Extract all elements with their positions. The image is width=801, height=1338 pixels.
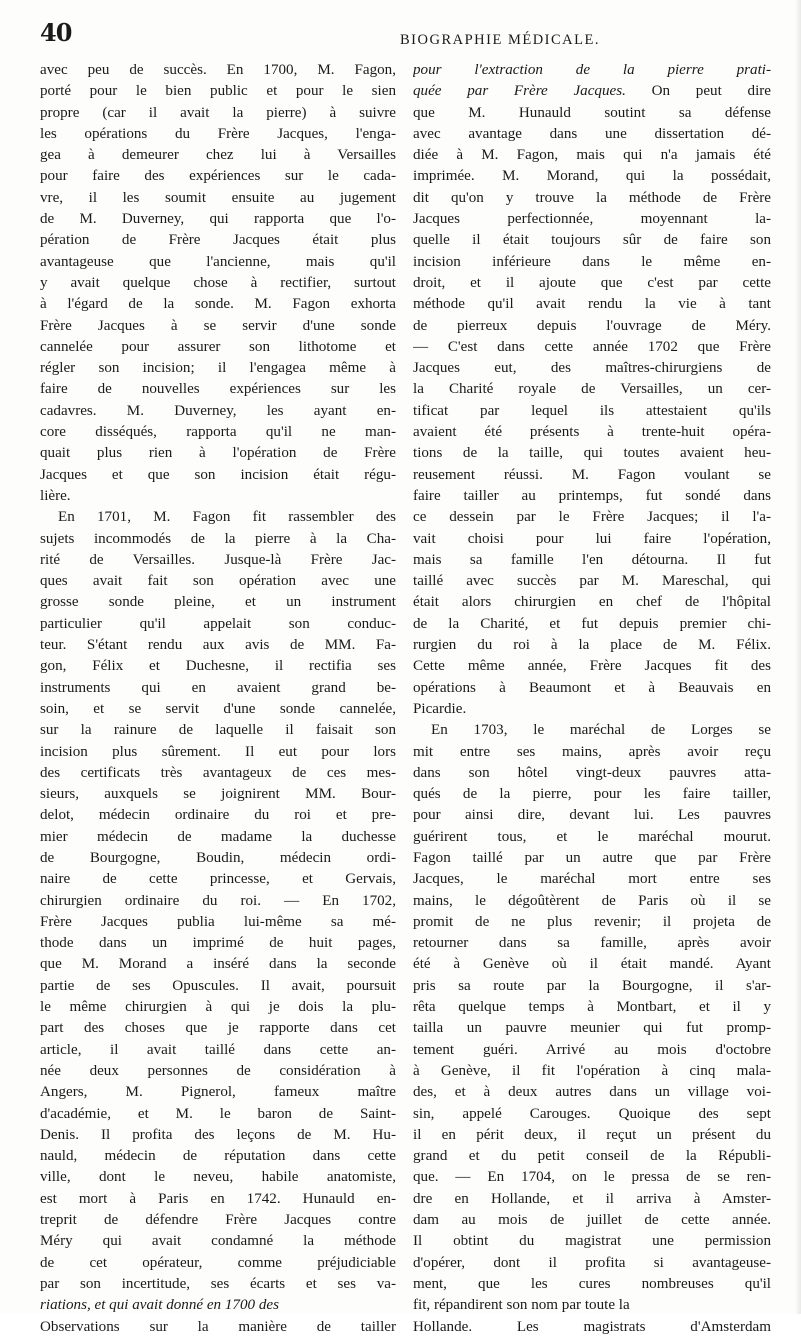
text-line: Il obtint du magistrat une permission xyxy=(413,1233,771,1250)
text-line: reusement réussi. M. Fagon voulant se xyxy=(413,466,771,483)
text-line: que M. Hunauld soutint sa défense xyxy=(413,104,771,121)
text-line: Frère Jacques à se servir d'une sonde xyxy=(40,317,396,334)
text-line: opérations à Beaumont et à Beauvais en xyxy=(413,679,771,696)
text-line: tailla un pauvre meunier qui fut promp- xyxy=(413,1020,771,1037)
text-line: taillé avec succès par M. Mareschal, qui xyxy=(413,573,771,590)
text-line: grosse sonde pleine, et un instrument xyxy=(40,594,396,611)
text-line: ques avait fait son opération avec une xyxy=(40,573,396,590)
text-line: vait choisi pour lui faire l'opération, xyxy=(413,530,771,547)
text-line: gea à demeurer chez lui à Versailles xyxy=(40,147,396,164)
text-line: avec peu de succès. En 1700, M. Fagon, xyxy=(40,62,396,78)
text-line: dit qu'on y trouve la méthode de Frère xyxy=(413,189,771,206)
text-line: quelle il était toujours sûr de faire son xyxy=(413,232,771,249)
text-line: pour l'extraction de la pierre prati- xyxy=(413,62,771,78)
text-line: Jacques, le maréchal mort entre ses xyxy=(413,871,771,888)
text-line: retourner dans sa famille, après avoir xyxy=(413,935,771,952)
page-header xyxy=(40,18,780,58)
text-line: il en périt deux, il reçut un présent du xyxy=(413,1126,771,1143)
text-line: à l'égard de la sonde. M. Fagon exhorta xyxy=(40,296,396,313)
text-line: y avait quelque chose à rectifier, surtout xyxy=(40,274,396,291)
text-line: d'opérer, dont il profita si avantageuse- xyxy=(413,1254,771,1271)
text-line: Hollande. Les magistrats d'Amsterdam xyxy=(413,1318,771,1335)
text-line: mit entre ses mains, après avoir reçu xyxy=(413,743,771,760)
text-line: avantageuse que l'ancienne, mais qu'il xyxy=(40,253,396,270)
text-line: Jacques eut, des maîtres-chirurgiens de xyxy=(413,360,771,377)
text-line: ment, que les cures nombreuses qu'il xyxy=(413,1275,771,1292)
text-line: droit, et il ajoute que c'est par cette xyxy=(413,274,771,291)
text-line: grand et du petit conseil de la Républi- xyxy=(413,1148,771,1165)
text-line: de pierreux depuis l'ouvrage de Méry. xyxy=(413,317,771,334)
text-line: propre (car il avait la pierre) à suivre xyxy=(40,104,396,121)
text-line: à Genève, il fit l'opération à cinq mala- xyxy=(413,1062,771,1079)
text-line: rêta quelque temps à Montbart, et il y xyxy=(413,999,771,1016)
page-edge-shadow xyxy=(795,0,801,1314)
text-line: quait plus rien à l'opération de Frère xyxy=(40,445,396,462)
text-line: pour faire des expériences sur le cada- xyxy=(40,168,396,185)
text-line: particulier qu'il appelait son conduc- xyxy=(40,615,396,632)
text-line: Fagon taillé par un autre que par Frère xyxy=(413,849,771,866)
right-column xyxy=(413,60,771,1338)
text-line: sieurs, auxquels se joignirent MM. Bour- xyxy=(40,786,396,803)
page-number: 40 xyxy=(40,18,72,47)
text-line: de la Charité, et fut depuis premier chi- xyxy=(413,615,771,632)
text-line: Jacques et que son incision était régu- xyxy=(40,466,396,483)
text-line: vre, il les soumit ensuite au jugement xyxy=(40,189,396,206)
text-line: Picardie. xyxy=(413,700,467,717)
left-column xyxy=(40,60,396,1338)
text-line: tificat par lequel ils attestaient qu'ils xyxy=(413,402,771,419)
text-line: imprimée. M. Morand, qui la possédait, xyxy=(413,168,771,185)
text-line: teur. S'étant rendu aux avis de MM. Fa- xyxy=(40,637,396,654)
text-line: des, et à deux autres dans un village voi- xyxy=(413,1084,771,1101)
text-line: mais sa famille l'en détourna. Il fut xyxy=(413,551,771,568)
text-line: incision plus sûrement. Il eut pour lors xyxy=(40,743,396,760)
text-line: cadavres. M. Duverney, les ayant en- xyxy=(40,402,396,419)
text-line: été à Genève où il était mandé. Ayant xyxy=(413,956,771,973)
text-line: sujets incommodés de la pierre à la Cha- xyxy=(40,530,396,547)
text-line: que. — En 1704, on le pressa de se ren- xyxy=(413,1169,771,1186)
text-line: ville, dont le neveu, habile anatomiste, xyxy=(40,1169,396,1186)
text-line: dre en Hollande, et il arriva à Amster- xyxy=(413,1190,771,1207)
text-line: tement guéri. Arrivé au mois d'octobre xyxy=(413,1041,771,1058)
text-line: pris sa route par la Bourgogne, il s'ar- xyxy=(413,977,771,994)
text-line: de M. Duverney, qui rapporta que l'o- xyxy=(40,211,396,228)
text-line: qués de la pierre, pour les faire tailler, xyxy=(413,786,771,803)
text-line: En 1701, M. Fagon fit rassembler des xyxy=(58,509,396,526)
text-line: thode dans un imprimé de huit pages, xyxy=(40,935,396,952)
text-line: Cette même année, Frère Jacques fit des xyxy=(413,658,771,675)
text-line: Denis. Il profita des leçons de M. Hu- xyxy=(40,1126,396,1143)
text-line: En 1703, le maréchal de Lorges se xyxy=(431,722,771,739)
text-line: incision inférieure dans le même en- xyxy=(413,253,771,270)
text-line: instruments qui en avaient grand be- xyxy=(40,679,396,696)
text-line: d'académie, et M. le baron de Saint- xyxy=(40,1105,396,1122)
text-line: dam au mois de juillet de cette année. xyxy=(413,1212,771,1229)
text-line: core disséqués, rapporta qu'il ne man- xyxy=(40,424,396,441)
text-line: fit, répandirent son nom par toute la xyxy=(413,1297,630,1314)
text-line: faire de nouvelles expériences sur les xyxy=(40,381,396,398)
text-line: mier médecin de madame la duchesse xyxy=(40,828,396,845)
text-line: avaient été présents à trente-huit opéra- xyxy=(413,424,771,441)
text-line: lière. xyxy=(40,487,71,504)
text-line: porté pour le bien public et pour le sien xyxy=(40,83,396,100)
text-line: gon, Félix et Duchesne, il rectifia ses xyxy=(40,658,396,675)
text-line: delot, médecin ordinaire du roi et pre- xyxy=(40,807,396,824)
text-line: guérirent tous, et le maréchal mourut. xyxy=(413,828,771,845)
text-line: ce dessein par le Frère Jacques; il l'a- xyxy=(413,509,771,526)
text-line: la Charité royale de Versailles, un cer- xyxy=(413,381,771,398)
text-line: cannelée pour assurer son lithotome et xyxy=(40,338,396,355)
running-head: BIOGRAPHIE MÉDICALE. xyxy=(400,32,600,48)
text-line: que M. Morand a inséré dans la seconde xyxy=(40,956,396,973)
text-line: par son incertitude, ses écarts et ses va- xyxy=(40,1275,396,1292)
text-line: — C'est dans cette année 1702 que Frère xyxy=(413,338,771,355)
text-line: partie de ses Opuscules. Il avait, poursuit xyxy=(40,977,396,994)
text-line: promit de ne plus revenir; il projeta de xyxy=(413,913,771,930)
text-line: tions de la taille, qui toutes avaient heu- xyxy=(413,445,771,462)
text-line: Frère Jacques publia lui-même sa mé- xyxy=(40,913,396,930)
text-line: Observations sur la manière de tailler xyxy=(40,1318,396,1335)
text-line: faire tailler au printemps, fut sondé dans xyxy=(413,487,771,504)
text-line: diée à M. Fagon, mais qui n'a jamais été xyxy=(413,147,771,164)
text-line: article, il avait taillé dans cette an- xyxy=(40,1041,396,1058)
text-line: des certificats très avantageux de ces mes- xyxy=(40,764,396,781)
text-line: était alors chirurgien en chef de l'hôpital xyxy=(413,594,771,611)
text-line: quée par Frère Jacques. On peut dire xyxy=(413,83,771,100)
text-line: sin, appelé Carouges. Quoique des sept xyxy=(413,1105,771,1122)
text-line: pour ainsi dire, devant lui. Les pauvres xyxy=(413,807,771,824)
text-line: régler son incision; il l'engagea même à xyxy=(40,360,396,377)
text-line: méthode qu'il avait rendu la vie à tant xyxy=(413,296,771,313)
text-line: rurgien du roi à la place de M. Félix. xyxy=(413,637,771,654)
text-line: Méry qui avait condamné la méthode xyxy=(40,1233,396,1250)
text-line: née deux personnes de considération à xyxy=(40,1062,396,1079)
text-line: rité de Versailles. Jusque-là Frère Jac- xyxy=(40,551,396,568)
text-line: les opérations du Frère Jacques, l'enga- xyxy=(40,125,396,142)
text-line: avec avantage dans une dissertation dé- xyxy=(413,125,771,142)
text-line: dans son hôtel vingt-deux pauvres atta- xyxy=(413,764,771,781)
text-line: Angers, M. Pignerol, fameux maître xyxy=(40,1084,396,1101)
text-line: naire de cette princesse, et Gervais, xyxy=(40,871,396,888)
text-line: soin, et se servit d'une sonde cannelée, xyxy=(40,700,396,717)
text-line: mains, le dégoûtèrent de Paris où il se xyxy=(413,892,771,909)
text-line: de Bourgogne, Boudin, médecin ordi- xyxy=(40,849,396,866)
text-line: riations, et qui avait donné en 1700 des xyxy=(40,1297,279,1314)
text-line: part des choses que je rapporte dans cet xyxy=(40,1020,396,1037)
text-line: pération de Frère Jacques était plus xyxy=(40,232,396,249)
text-line: est mort à Paris en 1742. Hunauld en- xyxy=(40,1190,396,1207)
text-line: treprit de défendre Frère Jacques contre xyxy=(40,1212,396,1229)
text-line: de cet opérateur, comme préjudiciable xyxy=(40,1254,396,1271)
text-line: chirurgien ordinaire du roi. — En 1702, xyxy=(40,892,396,909)
text-line: le même chirurgien à qui je dois la plu- xyxy=(40,999,396,1016)
text-line: Jacques perfectionnée, moyennant la- xyxy=(413,211,771,228)
text-line: nauld, médecin de réputation dans cette xyxy=(40,1148,396,1165)
text-line: sur la rainure de laquelle il faisait son xyxy=(40,722,396,739)
